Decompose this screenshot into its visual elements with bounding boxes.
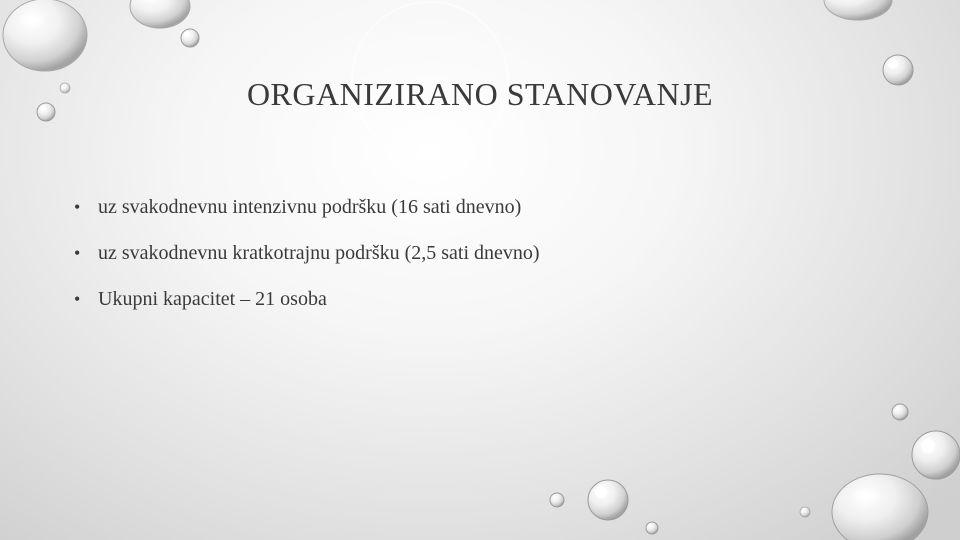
drop-right-small bbox=[892, 404, 908, 420]
bullet-text: uz svakodnevnu kratkotrajnu podršku (2,5 sati dnevno) bbox=[98, 242, 540, 264]
drop-top-center-small bbox=[181, 29, 199, 47]
list-item bbox=[74, 288, 540, 311]
drop-bottom-center-tiny bbox=[646, 522, 658, 534]
bullet-text: Ukupni kapacitet – 21 osoba bbox=[98, 288, 327, 310]
bullet-icon: • bbox=[74, 197, 81, 217]
list-item bbox=[74, 196, 540, 219]
bullet-icon: • bbox=[74, 289, 81, 309]
drop-bottom-center-medium bbox=[588, 480, 628, 520]
drop-top-center-large bbox=[130, 0, 190, 28]
drop-bottom-right-large bbox=[832, 474, 928, 540]
drop-top-left-large bbox=[3, 0, 87, 71]
list-item bbox=[74, 242, 540, 265]
bullet-list bbox=[74, 196, 540, 334]
drop-bottom-right-tiny bbox=[800, 507, 810, 517]
bullet-icon: • bbox=[74, 243, 81, 263]
drop-bottom-center-small bbox=[550, 493, 564, 507]
drop-top-right-large bbox=[824, 0, 892, 20]
drop-right-medium bbox=[912, 431, 960, 479]
slide-title: ORGANIZIRANO STANOVANJE bbox=[246, 76, 714, 112]
bullet-text: uz svakodnevnu intenzivnu podršku (16 sati dnevno) bbox=[98, 196, 522, 218]
